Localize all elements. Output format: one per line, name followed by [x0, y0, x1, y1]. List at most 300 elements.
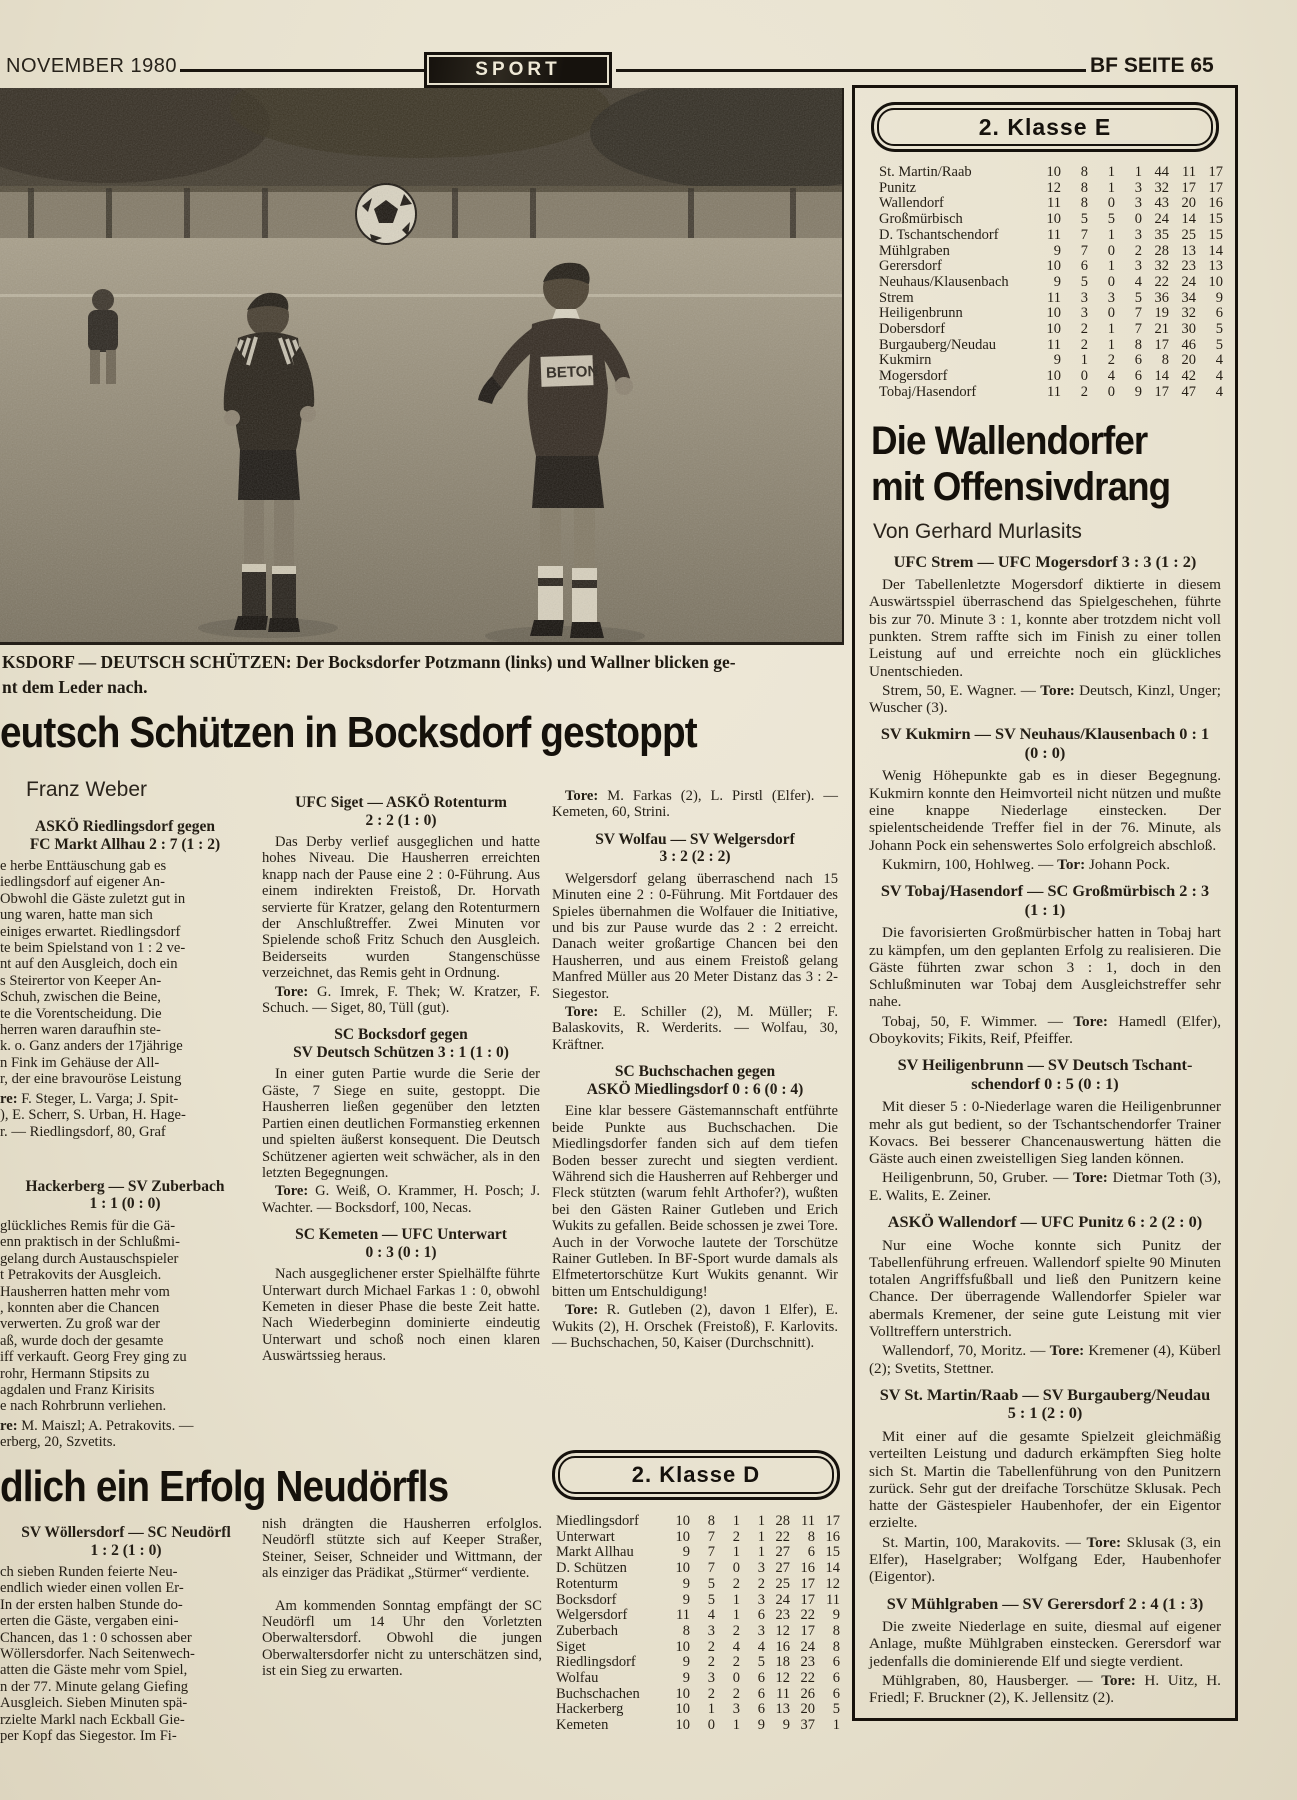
table-number: 6: [757, 1685, 765, 1702]
body-line: verwerten. Zu groß war der: [0, 1316, 161, 1333]
table-number: 44: [1154, 164, 1169, 180]
note-label: Tore:: [1101, 1672, 1136, 1689]
note-line: r. — Riedlingsdorf, 80, Graf: [0, 1123, 166, 1140]
table-number: 10: [675, 1717, 690, 1734]
table-number: 11: [1182, 164, 1196, 180]
table-number: 9: [682, 1670, 690, 1687]
bottom-column-1: [0, 1516, 252, 1754]
table-number: 10: [1046, 258, 1061, 275]
table-number: 14: [825, 1560, 840, 1577]
note-text: R. Gutleben (2), davon 1 Elfer), E. Wukits (2), H. Orschek (Freistoß), F. Karlovits. — Buchschachen, 50, Kaiser (Durchschnitt).: [552, 1302, 838, 1351]
match-report-heading-line: (0 : 0): [1024, 742, 1066, 762]
note-label: re:: [0, 1090, 18, 1107]
match-report-heading-line: SC Kemeten — UFC Unterwart: [295, 1226, 507, 1244]
section-banner-label: SPORT: [429, 57, 607, 83]
table-number: 32: [1181, 305, 1196, 322]
table-number: 14: [1181, 211, 1196, 228]
match-report: [869, 1386, 1221, 1586]
body-line: erten die Gäste, vergaben eini-: [0, 1613, 179, 1630]
table-row: [556, 1624, 840, 1640]
table-row: [879, 385, 1223, 401]
table-number: 2: [732, 1528, 740, 1545]
body-line: rohr, Hermann Stipsits zu: [0, 1365, 150, 1382]
table-number: 22: [800, 1607, 815, 1624]
table-number: 1: [832, 1717, 840, 1734]
table-number: 22: [775, 1528, 790, 1545]
table-row: [879, 165, 1223, 181]
match-report: [552, 1063, 838, 1351]
team-name: Bocksdorf: [556, 1592, 617, 1608]
table-number: 6: [832, 1685, 840, 1702]
table-row: [556, 1530, 840, 1546]
table-number: 0: [732, 1560, 740, 1577]
note-line: [0, 1418, 250, 1434]
table-number: 6: [1134, 368, 1142, 385]
team-name: Punitz: [879, 180, 917, 196]
note-text: Sklusak (3, ein Elfer), Haselgraber; Wolfgang Eder, Haubenhofer (Eigentor).: [869, 1533, 1221, 1586]
table-number: 24: [800, 1638, 815, 1655]
match-report-note: [552, 1004, 838, 1053]
note-text: Hamedl (Elfer), Oboykovits; Fikits, Reif, Pfeiffer.: [869, 1012, 1222, 1047]
right-byline: Von Gerhard Murlasits: [873, 519, 1082, 543]
table-number: 47: [1181, 383, 1196, 400]
table-row: [879, 353, 1223, 369]
match-report-fragment: [0, 1524, 252, 1744]
match-report-heading-line: 1 : 1 (0 : 0): [89, 1195, 161, 1213]
match-report-heading-line: 3 : 2 (2 : 2): [659, 848, 731, 866]
table-row: [556, 1702, 840, 1718]
note-line: [0, 1091, 250, 1107]
table-number: 10: [675, 1528, 690, 1545]
body-line: Hausherren hatten mehr vom: [0, 1283, 170, 1300]
right-column-box: [852, 85, 1238, 1721]
table-number: 8: [832, 1622, 840, 1639]
table-number: 8: [832, 1638, 840, 1655]
match-report-heading: [552, 831, 838, 866]
match-report-paragraph: Der Tabellenletzte Mogersdorf diktierte in diesem Auswärtsspiel überraschend das Spielgeschehen, führte bis zur 70. Minute 3 : 1, konnte aber trotzdem nicht voll punkten. Strem raffte sich im Finish zu einer tollen Leistung auf und erreichte noch ein glückliches Unentschieden.: [869, 576, 1221, 680]
table-number: 2: [757, 1575, 765, 1592]
table-number: 22: [1154, 273, 1169, 290]
table-number: 4: [757, 1638, 765, 1655]
note-text: Deutsch, Kinzl, Unger; Wuscher (3).: [869, 681, 1221, 717]
table-number: 19: [1154, 305, 1169, 322]
match-report-heading-line: SV Mühlgraben — SV Gerersdorf 2 : 4 (1 : 3): [886, 1593, 1204, 1613]
table-number: 46: [1181, 336, 1196, 353]
table-row: [879, 259, 1223, 275]
match-report-paragraph: Nach ausgeglichener erster Spielhälfte führte Unterwart durch Michael Farkas 1 : 0, obwohl Kemeten in dieser Phase die beste Zeit hatte. Nach Wiederbeginn dominierte eindeutig Unterwart und schoß noch einen klaren Auswärtssieg heraus.: [262, 1266, 540, 1365]
body-line: Ausgleich. Sieben Minuten spä-: [0, 1695, 188, 1712]
note-label: Tore:: [1049, 1342, 1085, 1360]
photo-caption-line1: KSDORF — DEUTSCH SCHÜTZEN: Der Bocksdorfer Potzmann (links) und Wallner blicken ge-: [2, 652, 736, 672]
team-name: Wolfau: [556, 1671, 599, 1687]
table-number: 7: [1134, 321, 1142, 338]
table-number: 18: [775, 1654, 790, 1671]
team-name: Mogersdorf: [879, 369, 948, 385]
match-report-heading-line: SC Buchschachen gegen: [614, 1063, 776, 1081]
table-number: 2: [732, 1622, 740, 1639]
table-number: 32: [1154, 179, 1169, 196]
table-number: 3: [1134, 195, 1142, 212]
note-pre: Heiligenbrunn, 50, Gruber. —: [882, 1169, 1074, 1187]
right-reports: [869, 553, 1221, 1707]
article-column-3: [552, 786, 838, 1361]
body-line: , konnten aber die Chancen: [0, 1299, 160, 1316]
table-number: 36: [1154, 289, 1169, 306]
table-number: 10: [1046, 164, 1061, 180]
table-number: 3: [707, 1670, 715, 1687]
body-line: e nach Rohrbrunn verliehen.: [0, 1398, 167, 1415]
table-number: 7: [707, 1560, 715, 1577]
match-report-heading: [869, 1595, 1221, 1614]
table-number: 10: [1046, 305, 1061, 322]
table-number: 3: [1134, 179, 1142, 196]
main-headline: eutsch Schützen in Bocksdorf gestoppt: [0, 708, 697, 757]
note-label: Tore:: [1086, 1533, 1122, 1551]
table-number: 9: [682, 1575, 690, 1592]
match-report-heading: [869, 725, 1221, 762]
body-line: Schuh, zwischen die Beine,: [0, 989, 161, 1006]
body-line: Chancen, das 1 : 0 schossen aber: [0, 1629, 192, 1646]
table-number: 30: [1181, 321, 1196, 338]
table-number: 0: [1107, 383, 1115, 400]
table-number: 17: [1208, 179, 1223, 196]
table-number: 17: [800, 1622, 815, 1639]
table-number: 5: [1134, 289, 1142, 306]
table-number: 1: [1134, 164, 1142, 180]
table-number: 21: [1154, 321, 1169, 338]
body-line: endlich wieder einen vollen Er-: [0, 1580, 184, 1597]
table-number: 5: [832, 1701, 840, 1718]
match-report: [869, 1595, 1221, 1707]
table-number: 2: [732, 1685, 740, 1702]
match-report: [262, 1026, 540, 1216]
table-number: 2: [707, 1638, 715, 1655]
match-report-heading: [552, 1063, 838, 1098]
team-name: Markt Allhau: [556, 1545, 634, 1561]
team-name: D. Tschantschendorf: [879, 227, 999, 243]
bottom-headline: dlich ein Erfolg Neudörfls: [0, 1462, 449, 1511]
body-line: rzielte Markl nach Eckball Gie-: [0, 1711, 185, 1728]
table-number: 3: [707, 1622, 715, 1639]
match-report-note: [869, 1169, 1221, 1204]
table-number: 1: [732, 1544, 740, 1561]
table-number: 9: [1053, 352, 1061, 369]
table-number: 5: [707, 1591, 715, 1608]
match-report-paragraph: Das Derby verlief ausgeglichen und hatte hohes Niveau. Die Hausherren erreichten knapp nach der Pause eine 2 : 0-Führung. Aus einem indirekten Freistoß, Dr. Horvath servierte für Kratzer, gelang den Rotenturmern der Anschlußtreffer. Zwei Minuten vor Spielende schoß Fritz Schuch den Ausgleich. Beiderseits wurden Stangenschüsse verzeichnet, das Remis geht in Ordnung.: [262, 834, 540, 982]
note-text: H. Uitz, H. Friedl; F. Bruckner (2), K. Jellensitz (2).: [869, 1672, 1221, 1707]
table-number: 32: [1154, 258, 1169, 275]
match-report-heading: [262, 1026, 540, 1061]
table-number: 8: [807, 1528, 815, 1545]
table-row: [879, 244, 1223, 260]
table-number: 17: [1181, 179, 1196, 196]
table-number: 7: [707, 1528, 715, 1545]
table-number: 6: [757, 1607, 765, 1624]
match-report-paragraph: Wenig Höhepunkte gab es in dieser Begegnung. Kukmirn konnte den Heimvorteil nicht nützen und mußte eine knappe Niederlage einstecken. Der spielentscheidende Treffer fiel in der 76. Minute, als Johann Pock ein sehenswertes Solo erfolgreich abschloß.: [869, 767, 1221, 854]
table-number: 7: [1134, 305, 1142, 322]
league-table-e-header: [871, 102, 1219, 152]
match-report: [869, 725, 1221, 873]
match-report-note: [262, 984, 540, 1017]
match-report-heading: [869, 1056, 1221, 1093]
table-row: [556, 1593, 840, 1609]
header-rule-left: [180, 69, 424, 72]
table-number: 3: [1134, 226, 1142, 243]
table-number: 1: [1107, 336, 1115, 353]
table-number: 10: [675, 1701, 690, 1718]
match-report-heading-line: UFC Strem — UFC Mogersdorf 3 : 3 (1 : 2): [893, 551, 1197, 571]
table-number: 13: [1181, 242, 1196, 259]
table-number: 9: [1053, 273, 1061, 290]
table-row: [556, 1671, 840, 1687]
table-number: 8: [1080, 195, 1088, 212]
note-pre: Mühlgraben, 80, Hausberger. —: [882, 1672, 1102, 1689]
body-line: ung waren, hatte man sich: [0, 907, 153, 924]
table-number: 25: [1181, 226, 1196, 243]
table-number: 2: [732, 1654, 740, 1671]
table-row: [556, 1718, 840, 1734]
table-number: 4: [1134, 273, 1142, 290]
table-number: 9: [1053, 242, 1061, 259]
table-number: 2: [707, 1685, 715, 1702]
body-line: iff verkauft. Georg Frey ging zu: [0, 1349, 187, 1366]
header-rule-right: [616, 69, 1086, 72]
table-row: [879, 275, 1223, 291]
table-number: 11: [1047, 195, 1061, 212]
note-text: M. Maiszl; A. Petrakovits. —: [17, 1417, 194, 1434]
table-number: 4: [1215, 352, 1223, 369]
match-report-heading-line: 0 : 3 (0 : 1): [365, 1243, 437, 1261]
note-pre: Tobaj, 50, F. Wimmer. —: [882, 1012, 1074, 1030]
table-number: 28: [775, 1513, 790, 1529]
body-line: nt auf den Ausgleich, doch ein: [0, 956, 178, 973]
table-number: 9: [682, 1654, 690, 1671]
table-number: 4: [1215, 383, 1223, 400]
table-number: 11: [676, 1607, 690, 1624]
match-report-heading: [869, 1386, 1221, 1423]
match-report: [869, 553, 1221, 717]
right-headline: [871, 418, 1193, 510]
body-line: gelang durch Austauschspieler: [0, 1250, 179, 1267]
table-number: 9: [682, 1544, 690, 1561]
table-number: 0: [732, 1670, 740, 1687]
note-pre: Strem, 50, E. Wagner. —: [882, 681, 1041, 699]
league-table-e-title: 2. Klasse E: [877, 108, 1213, 146]
bottom-paragraph: Am kommenden Sonntag empfängt der SC Neudörfl um 14 Uhr den Vorletzten Oberwaltersdorf. Obwohl die jungen Oberwaltersdorfer nicht zu unterschätzen sind, ist ein Sieg zu erwarten.: [262, 1597, 542, 1680]
table-number: 8: [1080, 179, 1088, 196]
table-number: 1: [757, 1513, 765, 1529]
match-report-note: [869, 1672, 1221, 1707]
note-text: M. Farkas (2), L. Pirstl (Elfer). — Kemeten, 60, Strini.: [552, 788, 838, 821]
table-number: 1: [757, 1528, 765, 1545]
match-report: [869, 1056, 1221, 1204]
table-number: 23: [1181, 258, 1196, 275]
match-report-heading-line: ASKÖ Riedlingsdorf gegen: [35, 818, 215, 835]
table-number: 7: [1080, 226, 1088, 243]
table-number: 1: [732, 1717, 740, 1734]
table-number: 5: [1080, 211, 1088, 228]
match-report: [552, 831, 838, 1053]
table-number: 11: [1047, 289, 1061, 306]
table-number: 1: [1107, 179, 1115, 196]
table-number: 3: [732, 1701, 740, 1718]
table-number: 26: [800, 1685, 815, 1702]
table-row: [556, 1577, 840, 1593]
note-pre: Kukmirn, 100, Hohlweg. —: [882, 855, 1058, 873]
match-report-heading-line: UFC Siget — ASKÖ Rotenturm: [295, 794, 507, 811]
body-line: t Petrakovits der Ausgleich.: [0, 1267, 162, 1284]
note-label: Tore:: [275, 983, 309, 1000]
note-text: G. Imrek, F. Thek; W. Kratzer, F. Schuch. — Siget, 80, Tüll (gut).: [262, 983, 540, 1017]
table-number: 10: [675, 1638, 690, 1655]
table-number: 15: [1208, 226, 1223, 243]
table-row: [879, 181, 1223, 197]
match-report-heading-line: SV Wöllersdorf — SC Neudörfl: [21, 1524, 231, 1541]
bottom-paragraph: nish drängten die Hausherren erfolglos. Neudörfl stützte sich auf Keeper Straßer, Steiner, Seiser, Schneider und Wittmann, der als einziger das Prädikat „Stürmer“ verdiente.: [262, 1516, 542, 1582]
table-number: 20: [1181, 352, 1196, 369]
match-report-heading-line: 5 : 1 (2 : 0): [1007, 1403, 1083, 1423]
table-number: 0: [707, 1717, 715, 1734]
table-number: 4: [1215, 368, 1223, 385]
article-column-1: [0, 778, 250, 1461]
table-number: 0: [1134, 211, 1142, 228]
table-number: 3: [1107, 289, 1115, 306]
table-number: 22: [800, 1670, 815, 1687]
team-name: Unterwart: [556, 1529, 615, 1545]
match-report-heading-line: ASKÖ Wallendorf — UFC Punitz 6 : 2 (2 : 0): [887, 1212, 1203, 1232]
note-line: ), E. Scherr, S. Urban, H. Hage-: [0, 1107, 186, 1124]
table-row: [556, 1655, 840, 1671]
table-number: 11: [826, 1591, 840, 1608]
table-row: [879, 369, 1223, 385]
match-report: [262, 794, 540, 1016]
table-number: 14: [1154, 368, 1169, 385]
match-report-heading-line: FC Markt Allhau 2 : 7 (1 : 2): [29, 835, 221, 853]
table-number: 11: [1047, 226, 1061, 243]
table-number: 15: [1208, 211, 1223, 228]
table-number: 8: [1134, 336, 1142, 353]
right-headline-line2: mit Offensivdrang: [871, 464, 1171, 509]
table-row: [556, 1608, 840, 1624]
table-number: 17: [800, 1591, 815, 1608]
table-number: 10: [675, 1560, 690, 1577]
table-number: 3: [1134, 258, 1142, 275]
table-number: 6: [807, 1544, 815, 1561]
match-report-fragment: [0, 818, 250, 1140]
table-number: 11: [776, 1685, 790, 1702]
table-number: 16: [800, 1560, 815, 1577]
match-report-note: [869, 1013, 1221, 1048]
team-name: Wallendorf: [879, 196, 944, 212]
table-row: [556, 1687, 840, 1703]
table-number: 4: [707, 1607, 715, 1624]
table-number: 2: [707, 1654, 715, 1671]
table-row: [879, 306, 1223, 322]
table-number: 1: [1080, 352, 1088, 369]
match-report-paragraph: Mit dieser 5 : 0-Niederlage waren die Heiligenbrunner mehr als gut bedient, so der Tschantschendorfer Trainer Kovacs. Bei besserer Chancenauswertung hätten die Gäste auch einen zweistelligen Sieg landen können.: [869, 1098, 1221, 1168]
body-line: k. o. Ganz anders der 17jährige: [0, 1038, 183, 1055]
article-column-2: [262, 786, 540, 1375]
table-number: 10: [1046, 368, 1061, 385]
table-number: 1: [1107, 258, 1115, 275]
table-number: 5: [1080, 273, 1088, 290]
table-number: 2: [1134, 242, 1142, 259]
match-report-heading-line: SV Kukmirn — SV Neuhaus/Klausenbach 0 : 1: [880, 724, 1210, 744]
table-number: 24: [1154, 211, 1169, 228]
table-number: 35: [1154, 226, 1169, 243]
match-report-heading-line: SV Heiligenbrunn — SV Deutsch Tschant-: [897, 1055, 1193, 1075]
table-number: 4: [732, 1638, 740, 1655]
match-report-heading: [0, 818, 250, 853]
table-number: 20: [1181, 195, 1196, 212]
photo-caption: [2, 650, 840, 700]
table-row: [556, 1640, 840, 1656]
team-name: Riedlingsdorf: [556, 1655, 636, 1671]
match-report-heading: [0, 1178, 250, 1213]
note-text: E. Schiller (2), M. Müller; F. Balaskovits, R. Werderits. — Wolfau, 30, Kräftner.: [552, 1004, 838, 1053]
note-label: Tore:: [1073, 1169, 1108, 1187]
team-name: Kemeten: [556, 1718, 609, 1734]
table-number: 6: [757, 1670, 765, 1687]
table-row: [556, 1514, 840, 1530]
table-number: 8: [1080, 164, 1088, 180]
match-report-heading-line: Hackerberg — SV Zuberbach: [25, 1177, 225, 1195]
bottom-column-2: [262, 1516, 542, 1680]
table-number: 5: [707, 1575, 715, 1592]
match-report-heading: [262, 1226, 540, 1261]
league-table-d-rows: [556, 1514, 840, 1734]
table-number: 15: [825, 1544, 840, 1561]
team-name: Welgersdorf: [556, 1608, 628, 1624]
table-number: 13: [775, 1701, 790, 1718]
table-number: 10: [1208, 273, 1223, 290]
main-byline: Franz Weber: [26, 778, 147, 801]
table-number: 1: [732, 1513, 740, 1529]
note-line: erberg, 20, Szvetits.: [0, 1434, 117, 1451]
issue-date: NOVEMBER 1980: [6, 55, 178, 77]
table-number: 1: [757, 1544, 765, 1561]
team-name: Gerersdorf: [879, 259, 942, 275]
table-number: 3: [1080, 305, 1088, 322]
match-report-heading: [869, 553, 1221, 572]
page-number: BF SEITE 65: [1090, 54, 1214, 77]
match-report-paragraph: Die favorisierten Großmürbischer hatten in Tobaj hart zu kämpfen, um den geplanten Erfolg zu realisieren. Die Gäste führten zwar schon 3 : 1, doch in den Schlußminuten war Tobaj dem Ausgleichstreffer sehr nahe.: [869, 924, 1221, 1011]
table-number: 9: [1215, 289, 1223, 306]
table-number: 14: [1208, 242, 1223, 259]
table-number: 1: [732, 1591, 740, 1608]
match-report-fragment: [0, 1178, 250, 1451]
note-label: re:: [0, 1417, 18, 1434]
body-line: herren waren daraufhin ste-: [0, 1022, 161, 1039]
body-line: e herbe Enttäuschung gab es: [0, 858, 167, 874]
table-number: 20: [800, 1701, 815, 1718]
table-number: 2: [1107, 352, 1115, 369]
table-number: 16: [825, 1528, 840, 1545]
table-number: 1: [1107, 321, 1115, 338]
table-number: 17: [1208, 164, 1223, 180]
table-row: [879, 322, 1223, 338]
table-number: 24: [775, 1591, 790, 1608]
body-line: aß, wurde doch der gesamte: [0, 1332, 164, 1349]
table-number: 9: [682, 1591, 690, 1608]
table-number: 0: [1107, 242, 1115, 259]
note-text: G. Weiß, O. Krammer, H. Posch; J. Wachter. — Bocksdorf, 100, Necas.: [262, 1183, 540, 1216]
table-number: 9: [757, 1717, 765, 1734]
table-number: 27: [775, 1560, 790, 1577]
table-row: [879, 291, 1223, 307]
team-name: Großmürbisch: [879, 212, 963, 228]
body-line: einiges erwartet. Riedlingsdorf: [0, 923, 181, 940]
